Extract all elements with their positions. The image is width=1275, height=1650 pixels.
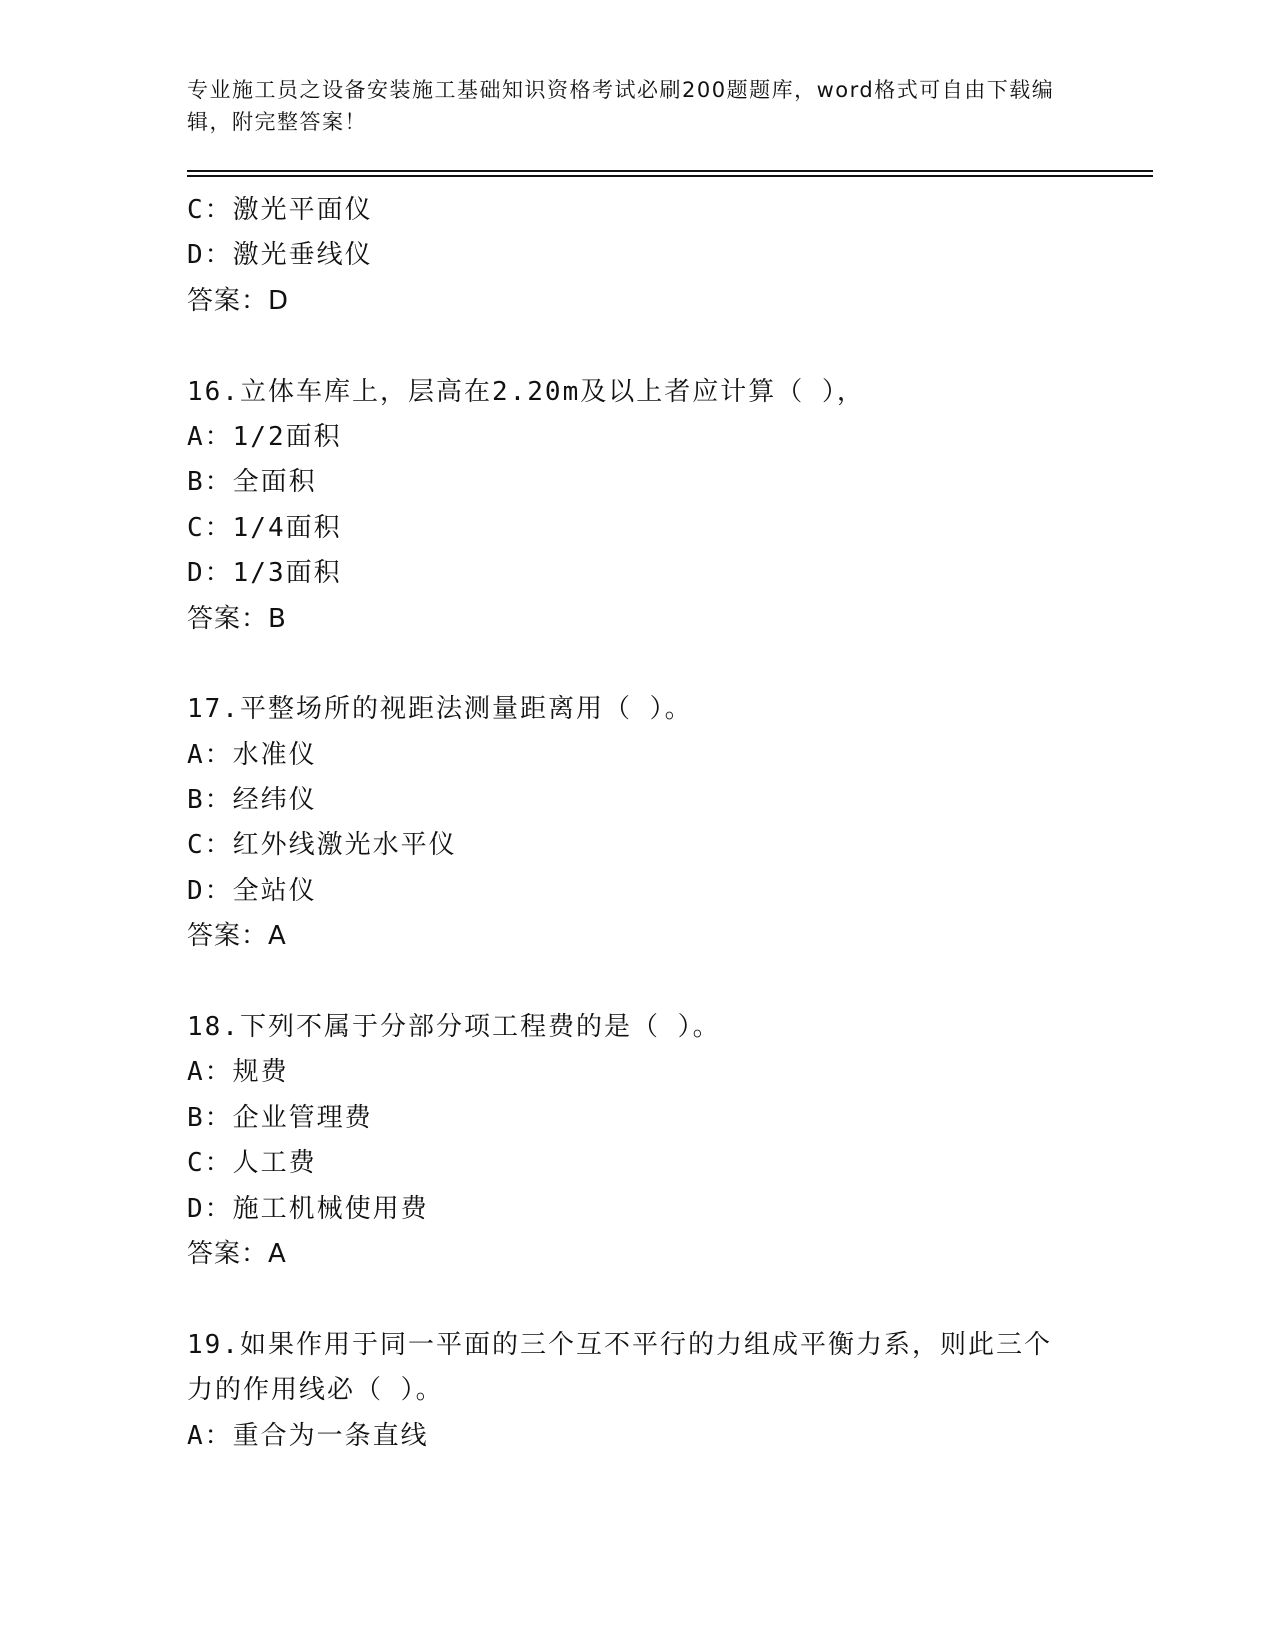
option-c: C：1/4面积 [187,512,342,543]
question-list [187,188,1107,1459]
option-d: D：施工机械使用费 [187,1193,429,1224]
spacer [187,642,1107,687]
question-stem: 17.平整场所的视距法测量距离用（ ）。 [187,694,693,725]
option-a: A：1/2面积 [187,421,342,452]
answer-line: 答案：D [187,285,290,316]
option-c: C：人工费 [187,1148,317,1179]
question-16 [187,370,1107,642]
header-title: 专业施工员之设备安装施工基础知识资格考试必刷200题题库，word格式可自由下载编辑，附完整答案！ [187,78,1055,134]
document-header [187,74,1087,138]
option-a: A：重合为一条直线 [187,1420,429,1451]
option-b: B：全面积 [187,467,317,498]
option-d: D：激光垂线仪 [187,240,373,271]
answer-line: 答案：B [187,603,287,634]
answer-line: 答案：A [187,921,287,952]
question-stem: 16.立体车库上，层高在2.20m及以上者应计算（ ）， [187,376,865,407]
question-stem: 19.如果作用于同一平面的三个互不平行的力组成平衡力系，则此三个力的作用线必（ ）。 [187,1329,1052,1406]
question-17 [187,687,1107,959]
question-stem: 18.下列不属于分部分项工程费的是（ ）。 [187,1012,721,1043]
header-divider-bottom [187,175,1153,177]
option-c: C：红外线激光水平仪 [187,830,457,861]
header-divider-top [187,170,1153,172]
question-18 [187,1005,1107,1277]
question-19 [187,1323,1107,1459]
answer-line: 答案：A [187,1238,287,1269]
option-a: A：水准仪 [187,739,317,770]
option-d: D：1/3面积 [187,558,342,589]
option-b: B：企业管理费 [187,1102,373,1133]
option-d: D：全站仪 [187,875,317,906]
spacer [187,960,1107,1005]
carryover-block [187,188,1107,324]
spacer [187,1277,1107,1322]
spacer [187,324,1107,369]
option-c: C：激光平面仪 [187,195,373,225]
option-b: B：经纬仪 [187,785,317,816]
option-a: A：规费 [187,1057,289,1088]
